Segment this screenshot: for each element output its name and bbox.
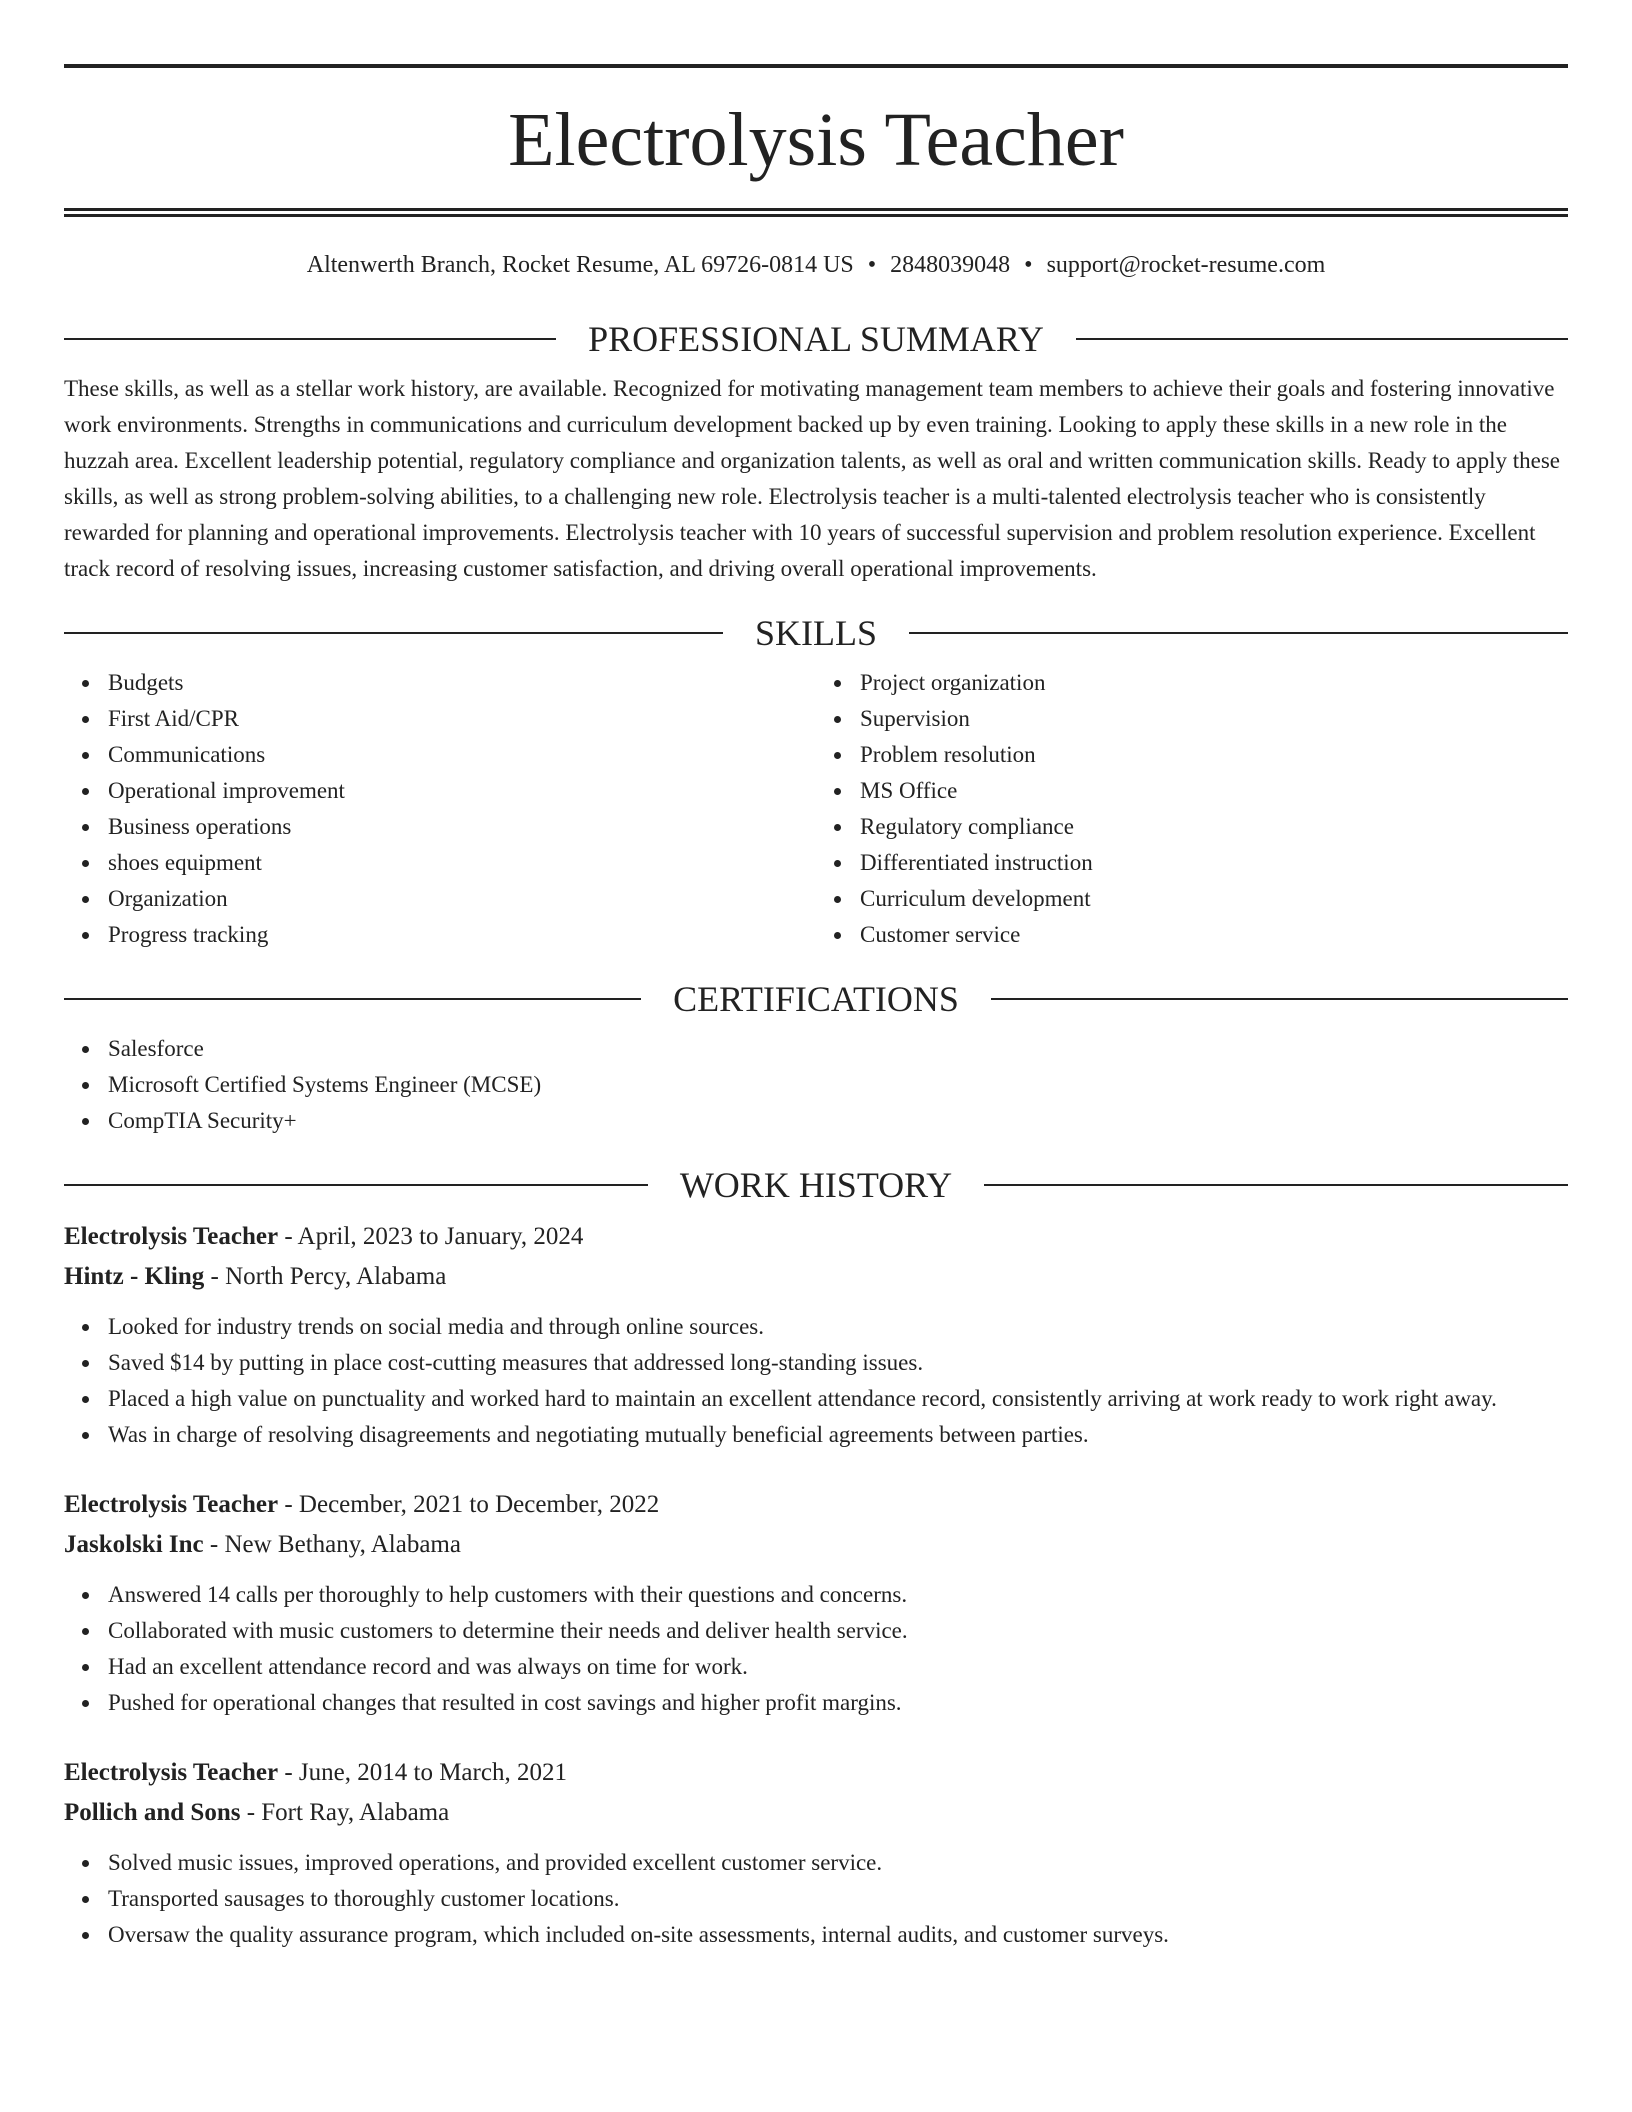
skill-item: MS Office [860, 773, 1568, 809]
job-location: - New Bethany, Alabama [203, 1531, 461, 1558]
skills-list-right [816, 665, 1568, 953]
job-bullet: Placed a high value on punctuality and worked hard to maintain an excellent attendance record, consistently arriving at work ready to work right away. [108, 1381, 1568, 1417]
job-bullet: Collaborated with music customers to determine their needs and deliver health service. [108, 1613, 1568, 1649]
job-company-line [64, 1525, 1568, 1565]
job-company-line [64, 1257, 1568, 1297]
skill-item: Business operations [108, 809, 816, 845]
job-bullet: Transported sausages to thoroughly customer locations. [108, 1881, 1568, 1917]
job-bullet: Looked for industry trends on social media and through online sources. [108, 1309, 1568, 1345]
contact-separator: • [867, 252, 877, 278]
job-bullet: Answered 14 calls per thoroughly to help customers with their questions and concerns. [108, 1577, 1568, 1613]
job-dates: - December, 2021 to December, 2022 [278, 1491, 660, 1518]
summary-heading [64, 319, 1568, 359]
job-bullet: Pushed for operational changes that resulted in cost savings and higher profit margins. [108, 1685, 1568, 1721]
skill-item: shoes equipment [108, 845, 816, 881]
job-dates: - June, 2014 to March, 2021 [278, 1759, 567, 1786]
skill-item: Progress tracking [108, 917, 816, 953]
skill-item: Problem resolution [860, 737, 1568, 773]
skills-heading-label: SKILLS [755, 613, 878, 653]
job-dates: - April, 2023 to January, 2024 [278, 1223, 584, 1250]
skill-item: Differentiated instruction [860, 845, 1568, 881]
contact-separator: • [1024, 252, 1033, 278]
contact-address: Altenwerth Branch, Rocket Resume, AL 69726-0814 US [306, 252, 854, 278]
job-bullets [64, 1845, 1568, 1953]
skill-item: Customer service [860, 917, 1568, 953]
skill-item: Organization [108, 881, 816, 917]
certifications-heading-label: CERTIFICATIONS [673, 979, 959, 1019]
job-bullet: Solved music issues, improved operations, and provided excellent customer service. [108, 1845, 1568, 1881]
job-bullets [64, 1577, 1568, 1721]
job-title: Electrolysis Teacher [64, 1759, 279, 1786]
contact-phone: 2848039048 [890, 252, 1011, 278]
skill-item: Operational improvement [108, 773, 816, 809]
job-entry [64, 1217, 1568, 1453]
certifications-list [64, 1031, 1568, 1139]
skill-item: Curriculum development [860, 881, 1568, 917]
job-title-line [64, 1217, 1568, 1257]
skills-heading [64, 613, 1568, 653]
job-title: Electrolysis Teacher [64, 1223, 279, 1250]
resume-title: Electrolysis Teacher [508, 98, 1124, 182]
certifications-heading [64, 979, 1568, 1019]
skill-item: First Aid/CPR [108, 701, 816, 737]
job-company: Jaskolski Inc [64, 1531, 204, 1558]
job-title-line [64, 1485, 1568, 1525]
job-bullet: Had an excellent attendance record and was always on time for work. [108, 1649, 1568, 1685]
skill-item: Regulatory compliance [860, 809, 1568, 845]
job-bullet: Oversaw the quality assurance program, which included on-site assessments, internal audits, and customer surveys. [108, 1917, 1568, 1953]
certification-item: Microsoft Certified Systems Engineer (MCSE) [108, 1067, 1568, 1103]
work-history-heading [64, 1165, 1568, 1205]
certification-item: Salesforce [108, 1031, 1568, 1067]
job-company-line [64, 1793, 1568, 1833]
job-company: Hintz - Kling [64, 1263, 205, 1290]
job-title: Electrolysis Teacher [64, 1491, 279, 1518]
summary-heading-label: PROFESSIONAL SUMMARY [588, 319, 1044, 359]
skill-item: Supervision [860, 701, 1568, 737]
summary-text: These skills, as well as a stellar work history, are available. Recognized for motivating management team members to achieve their goals and fostering innovative work environments. Strengths in communications and curriculum development backed up by even training. Looking to apply these skills in a new role in the huzzah area. Excellent leadership potential, regulatory compliance and organization talents, as well as oral and written communication skills. Ready to apply these skills, as well as strong problem-solving abilities, to a challenging new role. Electrolysis teacher is a multi-talented electrolysis teacher who is consistently rewarded for planning and operational improvements. Electrolysis teacher with 10 years of successful supervision and problem resolution experience. Excellent track record of resolving issues, increasing customer satisfaction, and driving overall operational improvements. [64, 376, 1560, 581]
resume-page [64, 64, 1568, 1953]
job-location: - North Percy, Alabama [204, 1263, 447, 1290]
contact-line [64, 251, 1568, 279]
contact-email[interactable]: support@rocket-resume.com [1046, 252, 1326, 278]
job-bullet: Saved $14 by putting in place cost-cutting measures that addressed long-standing issues. [108, 1345, 1568, 1381]
title-double-rule [64, 208, 1568, 217]
job-bullets [64, 1309, 1568, 1453]
certification-item: CompTIA Security+ [108, 1103, 1568, 1139]
job-entry [64, 1485, 1568, 1721]
work-history-heading-label: WORK HISTORY [679, 1165, 953, 1205]
skills-grid [64, 665, 1568, 953]
skills-list-left [64, 665, 816, 953]
job-title-line [64, 1753, 1568, 1793]
job-location: - Fort Ray, Alabama [240, 1799, 450, 1826]
skill-item: Communications [108, 737, 816, 773]
skill-item: Budgets [108, 665, 816, 701]
job-entry [64, 1753, 1568, 1953]
job-company: Pollich and Sons [64, 1799, 241, 1826]
job-bullet: Was in charge of resolving disagreements and negotiating mutually beneficial agreements between parties. [108, 1417, 1568, 1453]
skill-item: Project organization [860, 665, 1568, 701]
